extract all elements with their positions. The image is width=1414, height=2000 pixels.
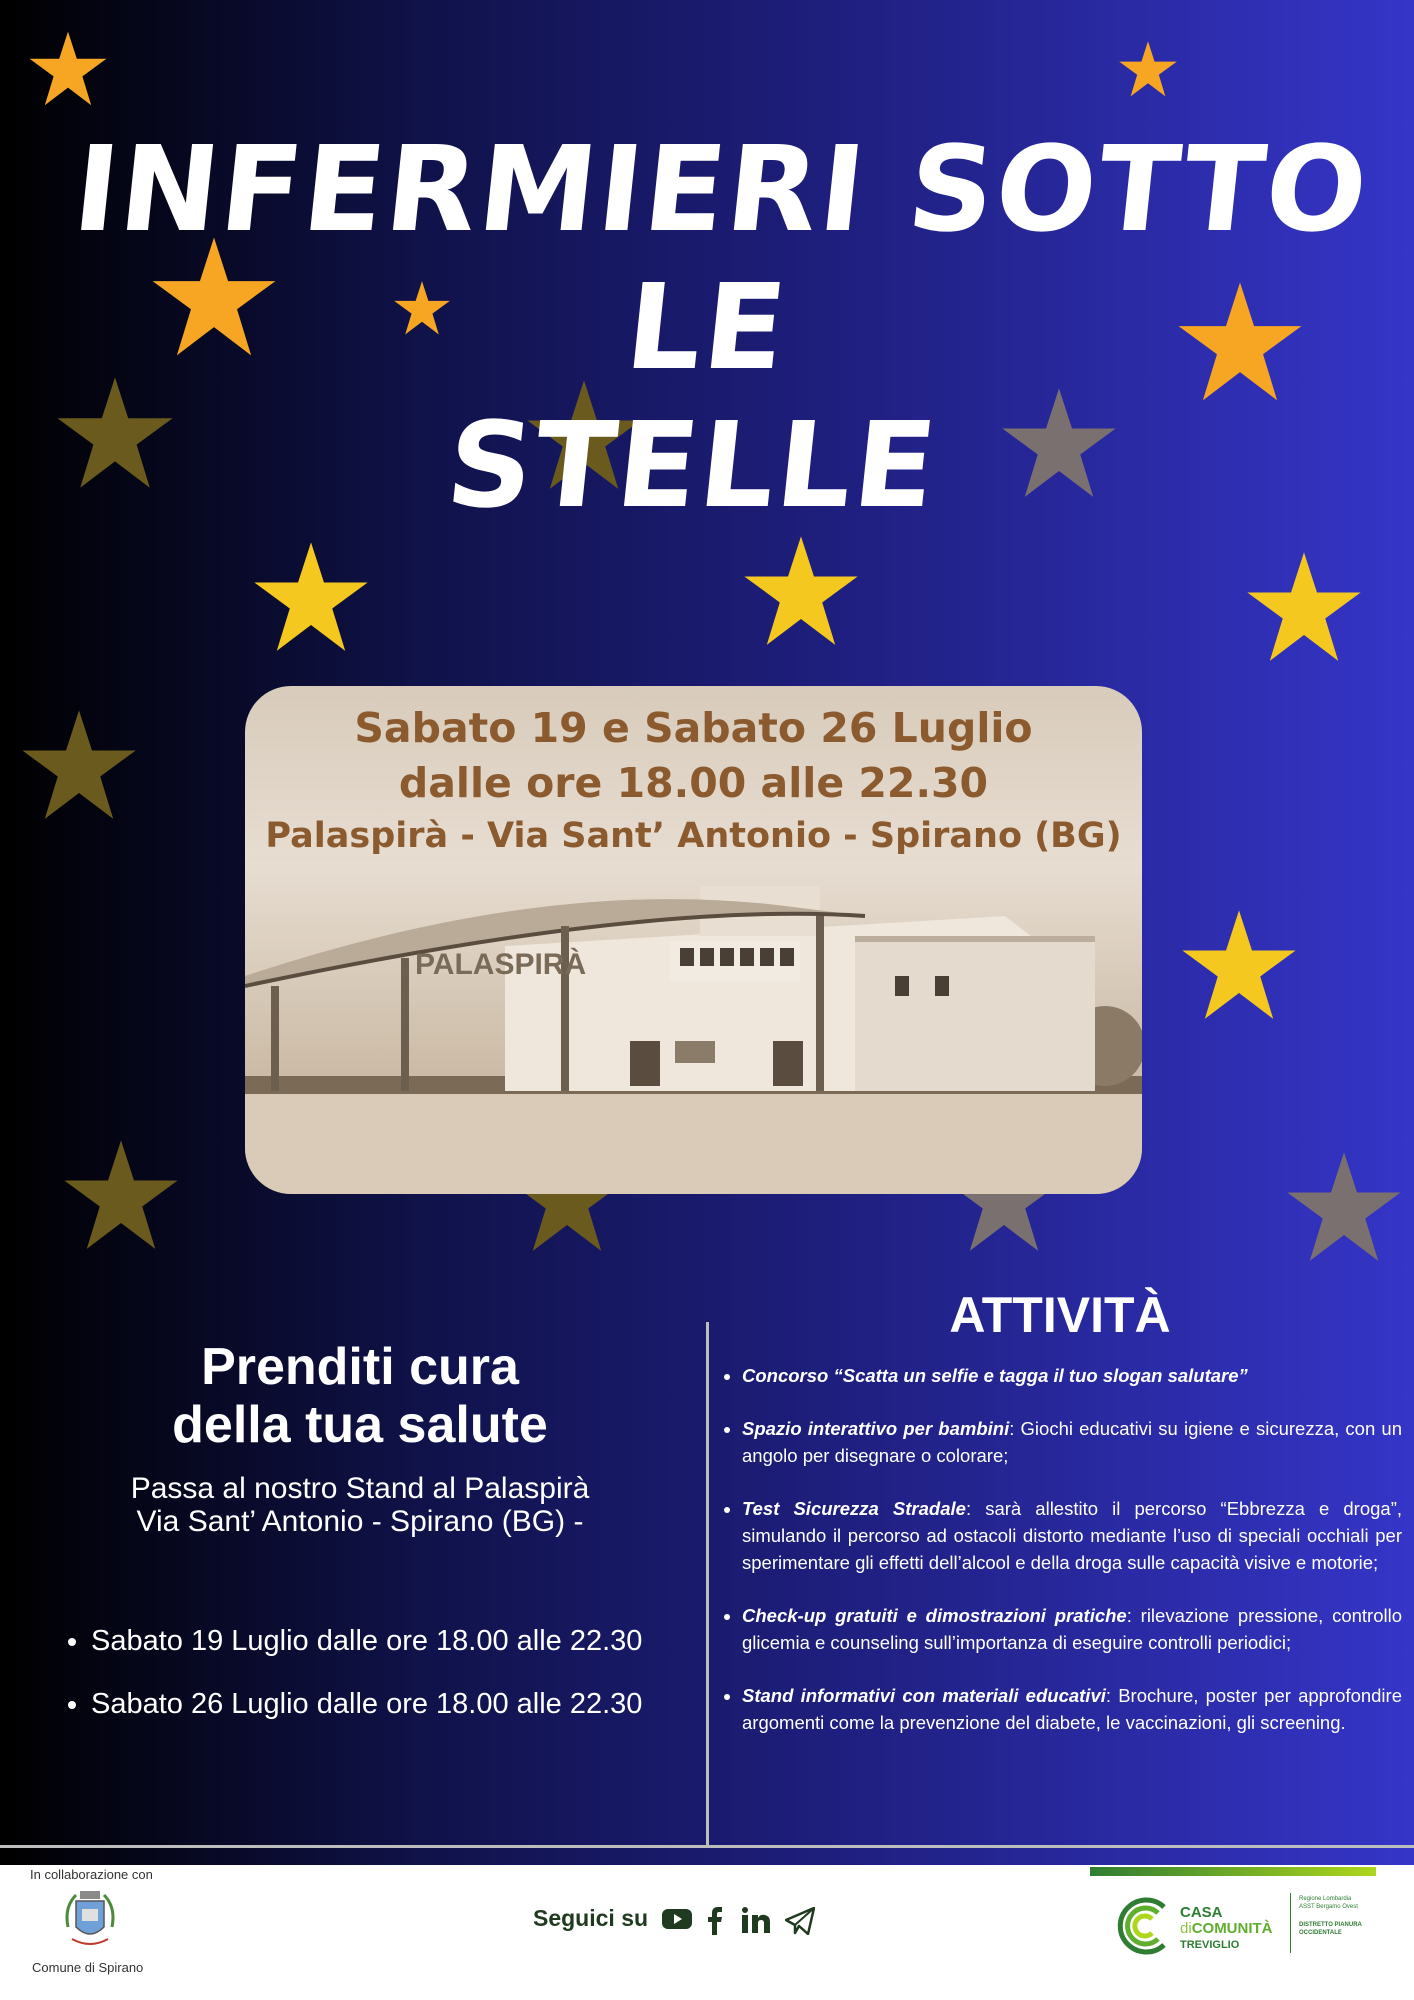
star-icon xyxy=(1245,550,1363,668)
activities-list xyxy=(715,1362,1402,1762)
treviglio-label: TREVIGLIO xyxy=(1180,1939,1240,1951)
star-icon xyxy=(20,708,138,826)
facebook-icon[interactable] xyxy=(707,1907,723,1935)
event-location: Palaspirà - Via Sant’ Antonio - Spirano (BG) xyxy=(265,816,1122,856)
comune-crest-icon xyxy=(62,1887,118,1953)
casa-label: CASA xyxy=(1180,1904,1223,1921)
health-heading-line-2: della tua salute xyxy=(172,1396,548,1454)
follow-label: Seguici su xyxy=(533,1905,649,1931)
stand-info-line-2: Via Sant’ Antonio - Spirano (BG) - xyxy=(136,1505,584,1538)
distretto-label: DISTRETTO PIANURA xyxy=(1299,1922,1362,1928)
star-icon xyxy=(1180,908,1298,1026)
activity-text: : Brochure, poster per approfondire argomenti come la prevenzione del diabete, le vaccinazioni, gli screening. xyxy=(742,1685,1402,1733)
activity-text: : rilevazione pressione, controllo glicemia e counseling sull’importanza di eseguire controlli periodici; xyxy=(742,1605,1402,1653)
distretto-label-2: OCCIDENTALE xyxy=(1299,1930,1342,1936)
list-item: • Sabato 26 Luglio dalle ore 18.00 alle 22.30 xyxy=(91,1673,642,1736)
telegram-icon[interactable] xyxy=(785,1907,815,1935)
footer xyxy=(0,1865,1414,2000)
star-icon xyxy=(742,534,860,652)
activity-title: Check-up gratuiti e dimostrazioni pratiche xyxy=(742,1605,1127,1626)
linkedin-icon[interactable] xyxy=(742,1907,770,1933)
event-photo-card xyxy=(245,686,1142,1194)
casa-comunita-logo-icon xyxy=(1112,1893,1174,1959)
casa-color-bar xyxy=(1090,1867,1376,1876)
star-icon xyxy=(28,30,108,110)
comunita-label xyxy=(1180,1921,1273,1937)
activity-title: Stand informativi con materiali educativi xyxy=(742,1685,1106,1706)
stand-info xyxy=(60,1472,660,1538)
health-heading xyxy=(80,1338,640,1454)
activity-title: Test Sicurezza Stradale xyxy=(742,1498,966,1519)
youtube-icon[interactable] xyxy=(662,1907,692,1931)
activity-title: Concorso “Scatta un selfie e tagga il tuo slogan salutare” xyxy=(742,1365,1248,1386)
title-line-1: INFERMIERI SOTTO LE xyxy=(67,120,1376,396)
logo-divider xyxy=(1290,1893,1291,1953)
building-sign: PALASPIRÀ xyxy=(415,948,587,981)
footer-divider xyxy=(0,1845,1414,1848)
poster-title xyxy=(0,120,1414,534)
list-item: • Sabato 19 Luglio dalle ore 18.00 alle 22.30 xyxy=(91,1610,642,1673)
list-item xyxy=(742,1415,1402,1469)
stand-info-line-1: Passa al nostro Stand al Palaspirà xyxy=(130,1472,590,1505)
star-icon xyxy=(62,1138,180,1256)
list-item xyxy=(742,1682,1402,1736)
comunita-word: COMUNITÀ xyxy=(1191,1920,1273,1937)
health-heading-line-1: Prenditi cura xyxy=(201,1338,519,1396)
activity-text: : sarà allestito il percorso “Ebbrezza e droga”, simulando il percorso ad ostacoli distorto mediante l’uso di speciali occhiali per sperimentare gli effetti dell’alcool e della droga sulle capacità visive e motorie; xyxy=(742,1498,1402,1573)
star-icon xyxy=(252,540,370,658)
activity-title: Spazio interattivo per bambini xyxy=(742,1418,1010,1439)
star-icon xyxy=(1285,1150,1403,1268)
activities-heading: ATTIVITÀ xyxy=(949,1287,1171,1343)
casa-comunita-text xyxy=(1180,1905,1273,1953)
di-label: di xyxy=(1180,1920,1192,1937)
list-item xyxy=(742,1362,1402,1389)
event-dates: Sabato 19 e Sabato 26 Luglio xyxy=(354,704,1033,752)
event-time: dalle ore 18.00 alle 22.30 xyxy=(398,759,989,807)
list-item xyxy=(742,1602,1402,1656)
list-item xyxy=(742,1495,1402,1576)
activity-text: : Giochi educativi su igiene e sicurezza, con un angolo per disegnare o colorare; xyxy=(742,1418,1402,1466)
region-label: Regione Lombardia xyxy=(1299,1896,1352,1902)
title-line-2: STELLE xyxy=(440,396,945,534)
comune-label: Comune di Spirano xyxy=(32,1960,144,1975)
asst-label: ASST Bergamo Ovest xyxy=(1299,1904,1358,1910)
region-logos xyxy=(1299,1895,1362,1937)
star-icon xyxy=(1118,40,1178,100)
dates-list xyxy=(55,1610,642,1736)
column-divider xyxy=(706,1322,709,1846)
collab-label: In collaborazione con xyxy=(30,1867,153,1882)
